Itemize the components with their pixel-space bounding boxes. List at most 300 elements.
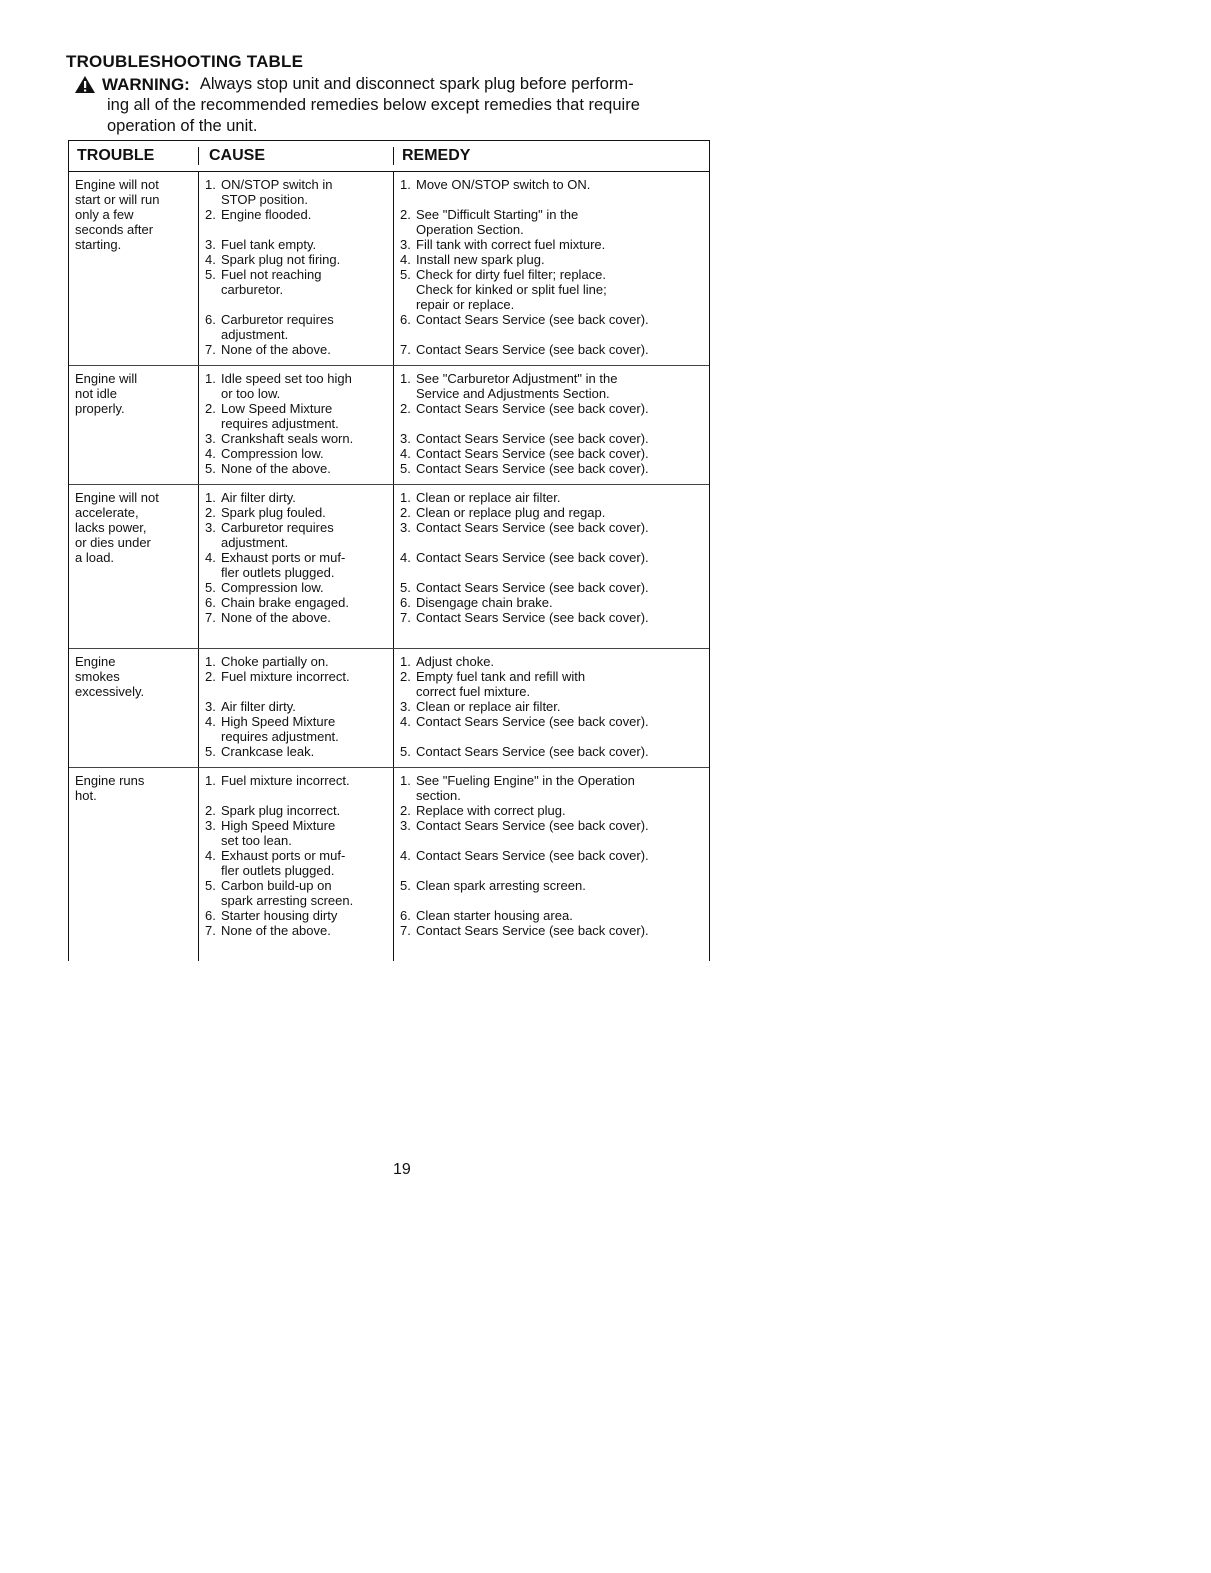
cause-item [205,595,389,610]
cause-text [221,490,389,505]
cause-line: Crankshaft seals worn. [221,431,354,446]
remedy-number: 4. [400,252,411,267]
remedy-item [400,431,704,446]
cause-line: Choke partially on. [221,654,329,669]
cause-number: 2. [205,505,216,520]
trouble-text: Engine [75,654,116,669]
trouble-cell [69,649,198,767]
cause-line: adjustment. [221,535,289,550]
remedy-line: Contact Sears Service (see back cover). [416,610,649,625]
cause-line: Compression low. [221,446,324,461]
remedy-line: Service and Adjustments Section. [416,386,610,401]
remedy-line: Check for kinked or split fuel line; [416,282,607,297]
troubleshooting-table [68,140,710,961]
trouble-text: Engine will not [75,177,159,192]
remedy-number: 1. [400,177,411,192]
remedy-cell [393,485,708,648]
warning-triangle-icon [74,75,96,94]
remedy-text [416,237,704,252]
remedy-line [416,863,704,878]
remedy-line [416,938,704,953]
remedy-item [400,461,704,476]
cause-number: 7. [205,610,216,625]
remedy-item [400,550,704,580]
header-trouble: TROUBLE [77,147,155,164]
remedy-line: Move ON/STOP switch to ON. [416,177,591,192]
remedy-text [416,595,704,610]
remedy-number: 1. [400,371,411,386]
cause-item [205,342,389,357]
cause-number: 3. [205,818,216,833]
cause-item [205,818,389,848]
remedy-line: Contact Sears Service (see back cover). [416,461,649,476]
cause-cell [198,485,393,648]
remedy-item [400,446,704,461]
remedy-number: 3. [400,699,411,714]
cause-number: 5. [205,878,216,893]
trouble-text: properly. [75,401,125,416]
remedy-number: 2. [400,401,411,416]
cause-text [221,848,389,878]
remedy-text [416,490,704,505]
cause-line: Starter housing dirty [221,908,338,923]
cause-number: 1. [205,490,216,505]
cause-item [205,669,389,699]
remedy-line: Clean or replace plug and regap. [416,505,606,520]
remedy-line: Disengage chain brake. [416,595,553,610]
remedy-line: Contact Sears Service (see back cover). [416,744,649,759]
remedy-text [416,461,704,476]
remedy-number: 2. [400,505,411,520]
trouble-text: start or will run [75,192,160,207]
cause-line: set too lean. [221,833,292,848]
cause-line: High Speed Mixture [221,714,336,729]
remedy-line [416,327,704,342]
cause-number: 5. [205,580,216,595]
cause-text [221,654,389,669]
cause-line: Chain brake engaged. [221,595,349,610]
cause-line: requires adjustment. [221,416,339,431]
cause-number: 4. [205,252,216,267]
cause-text [221,714,389,744]
remedy-text [416,744,704,759]
cause-line: High Speed Mixture [221,818,336,833]
cause-cell [198,649,393,767]
table-row [69,649,709,768]
remedy-line [416,535,704,550]
cause-number: 3. [205,431,216,446]
remedy-text [416,177,704,207]
cause-item [205,252,389,267]
cause-item [205,312,389,342]
cause-number: 5. [205,744,216,759]
remedy-item [400,803,704,818]
cause-text [221,803,389,818]
trouble-cell [69,366,198,484]
trouble-text: Engine will [75,371,138,386]
remedy-line: section. [416,788,461,803]
cause-line: Idle speed set too high [221,371,352,386]
remedy-number: 1. [400,654,411,669]
cause-item [205,699,389,714]
remedy-text [416,550,704,580]
trouble-text: lacks power, [75,520,147,535]
remedy-line: Contact Sears Service (see back cover). [416,520,649,535]
remedy-item [400,237,704,252]
cause-line: Low Speed Mixture [221,401,333,416]
remedy-item [400,267,704,312]
trouble-text: starting. [75,237,122,252]
cause-number: 6. [205,595,216,610]
remedy-number: 4. [400,550,411,565]
remedy-number: 1. [400,773,411,788]
cause-line: Carbon build-up on [221,878,332,893]
cause-text [221,818,389,848]
remedy-item [400,818,704,848]
remedy-text [416,818,704,848]
cause-text [221,267,389,312]
cause-number: 1. [205,773,216,788]
cause-line: STOP position. [221,192,308,207]
remedy-text [416,669,704,699]
remedy-cell [393,768,708,961]
remedy-item [400,505,704,520]
remedy-item [400,714,704,744]
remedy-text [416,431,704,446]
cause-item [205,505,389,520]
remedy-item [400,595,704,610]
cause-number: 4. [205,446,216,461]
cause-line [221,938,389,953]
remedy-text [416,610,704,640]
remedy-line: Adjust choke. [416,654,495,669]
remedy-number: 2. [400,207,411,222]
cause-text [221,550,389,580]
table-body [69,172,709,961]
cause-item [205,773,389,803]
remedy-item [400,342,704,357]
remedy-line: Operation Section. [416,222,524,237]
cause-text [221,669,389,699]
remedy-line: Contact Sears Service (see back cover). [416,446,649,461]
cause-text [221,744,389,759]
remedy-line: correct fuel mixture. [416,684,531,699]
remedy-line [416,416,704,431]
remedy-text [416,446,704,461]
remedy-item [400,848,704,878]
cause-line: None of the above. [221,461,331,476]
trouble-text: Engine will not [75,490,159,505]
remedy-number: 7. [400,923,411,938]
remedy-item [400,669,704,699]
cause-line: Exhaust ports or muf- [221,848,346,863]
remedy-line [416,625,704,640]
remedy-text [416,654,704,669]
cause-number: 6. [205,312,216,327]
remedy-text [416,401,704,431]
remedy-line [416,893,704,908]
cause-line [221,222,389,237]
remedy-number: 4. [400,446,411,461]
cause-number: 3. [205,699,216,714]
cause-item [205,446,389,461]
cause-line: carburetor. [221,282,284,297]
remedy-text [416,207,704,237]
trouble-cell [69,768,198,961]
remedy-number: 3. [400,431,411,446]
remedy-item [400,610,704,640]
cause-line [221,684,389,699]
remedy-number: 4. [400,848,411,863]
remedy-item [400,744,704,759]
remedy-line: Empty fuel tank and refill with [416,669,586,684]
cause-item [205,371,389,401]
trouble-text: Engine runs [75,773,145,788]
remedy-line: See "Difficult Starting" in the [416,207,579,222]
remedy-text [416,505,704,520]
cause-cell [198,768,393,961]
remedy-text [416,878,704,908]
cause-text [221,371,389,401]
cause-text [221,312,389,342]
remedy-text [416,773,704,803]
trouble-text: seconds after [75,222,154,237]
cause-line: adjustment. [221,327,289,342]
cause-item [205,580,389,595]
cause-number: 2. [205,401,216,416]
remedy-number: 5. [400,267,411,282]
cause-number: 6. [205,908,216,923]
remedy-number: 7. [400,342,411,357]
cause-item [205,237,389,252]
remedy-item [400,580,704,595]
remedy-line: Contact Sears Service (see back cover). [416,312,649,327]
cause-item [205,714,389,744]
trouble-cell [69,485,198,648]
cause-text [221,699,389,714]
cause-line: Compression low. [221,580,324,595]
remedy-line [416,729,704,744]
remedy-number: 5. [400,461,411,476]
remedy-line: Check for dirty fuel filter; replace. [416,267,607,282]
cause-item [205,177,389,207]
remedy-number: 1. [400,490,411,505]
remedy-item [400,252,704,267]
cause-line [221,788,389,803]
remedy-line: Contact Sears Service (see back cover). [416,848,649,863]
page-number: 19 [393,1161,411,1178]
remedy-line: Replace with correct plug. [416,803,566,818]
cause-item [205,654,389,669]
trouble-text: hot. [75,788,97,803]
cause-item [205,550,389,580]
remedy-text [416,908,704,923]
cause-line: Carburetor requires [221,520,334,535]
cause-line [221,297,389,312]
cause-line [221,625,389,640]
table-header [69,141,709,172]
remedy-item [400,699,704,714]
cause-text [221,773,389,803]
warning-block [74,74,724,137]
cause-line: Spark plug not firing. [221,252,341,267]
remedy-text [416,803,704,818]
cause-number: 2. [205,669,216,684]
cause-line: Fuel mixture incorrect. [221,773,350,788]
cause-number: 7. [205,923,216,938]
remedy-line: Clean spark arresting screen. [416,878,586,893]
cause-item [205,490,389,505]
cause-number: 1. [205,177,216,192]
cause-number: 2. [205,803,216,818]
remedy-item [400,908,704,923]
cause-item [205,520,389,550]
cause-line: spark arresting screen. [221,893,354,908]
cause-number: 2. [205,207,216,222]
remedy-text [416,520,704,550]
cause-line: Fuel mixture incorrect. [221,669,350,684]
remedy-line: Contact Sears Service (see back cover). [416,818,649,833]
remedy-text [416,580,704,595]
cause-item [205,610,389,640]
cause-text [221,878,389,908]
cause-item [205,803,389,818]
remedy-item [400,177,704,207]
cause-text [221,342,389,357]
remedy-number: 6. [400,908,411,923]
cause-number: 5. [205,267,216,282]
cause-line: Crankcase leak. [221,744,315,759]
warning-text-line-2: ing all of the recommended remedies below except remedies that require [107,96,640,114]
remedy-item [400,207,704,237]
table-row [69,172,709,366]
remedy-item [400,654,704,669]
header-cause: CAUSE [198,147,393,165]
remedy-line: Contact Sears Service (see back cover). [416,714,649,729]
cause-item [205,207,389,237]
cause-text [221,237,389,252]
cause-line: Air filter dirty. [221,699,296,714]
remedy-line: Clean starter housing area. [416,908,573,923]
remedy-text [416,699,704,714]
remedy-cell [393,366,708,484]
cause-line: Fuel tank empty. [221,237,317,252]
cause-line: Spark plug incorrect. [221,803,341,818]
remedy-number: 3. [400,818,411,833]
trouble-text: only a few [75,207,134,222]
remedy-line: repair or replace. [416,297,515,312]
cause-text [221,207,389,237]
remedy-line: Fill tank with correct fuel mixture. [416,237,606,252]
cause-text [221,520,389,550]
cause-item [205,923,389,953]
remedy-line: Contact Sears Service (see back cover). [416,431,649,446]
cause-line: None of the above. [221,342,331,357]
remedy-number: 5. [400,744,411,759]
trouble-text: accelerate, [75,505,139,520]
cause-text [221,461,389,476]
cause-item [205,848,389,878]
cause-item [205,267,389,312]
cause-line: None of the above. [221,923,331,938]
remedy-cell [393,649,708,767]
cause-text [221,505,389,520]
remedy-item [400,401,704,431]
remedy-number: 2. [400,803,411,818]
cause-text [221,252,389,267]
table-row [69,485,709,649]
cause-item [205,401,389,431]
cause-line: Fuel not reaching [221,267,322,282]
trouble-text: not idle [75,386,117,401]
cause-cell [198,172,393,365]
remedy-line: Contact Sears Service (see back cover). [416,580,649,595]
cause-text [221,908,389,923]
remedy-text [416,371,704,401]
remedy-text [416,342,704,357]
trouble-text: excessively. [75,684,145,699]
cause-number: 3. [205,520,216,535]
remedy-number: 4. [400,714,411,729]
remedy-item [400,490,704,505]
remedy-item [400,312,704,342]
remedy-item [400,878,704,908]
remedy-line [416,565,704,580]
remedy-number: 3. [400,520,411,535]
remedy-text [416,312,704,342]
cause-item [205,461,389,476]
trouble-text: smokes [75,669,120,684]
cause-line: Exhaust ports or muf- [221,550,346,565]
cause-line: Carburetor requires [221,312,334,327]
remedy-line: Install new spark plug. [416,252,545,267]
remedy-number: 7. [400,610,411,625]
table-row [69,768,709,961]
remedy-cell [393,172,708,365]
remedy-line: Contact Sears Service (see back cover). [416,401,649,416]
trouble-text: or dies under [75,535,151,550]
cause-text [221,610,389,640]
remedy-text [416,267,704,312]
cause-line: fler outlets plugged. [221,863,335,878]
table-row [69,366,709,485]
cause-number: 3. [205,237,216,252]
remedy-line: Clean or replace air filter. [416,490,561,505]
cause-line: None of the above. [221,610,331,625]
trouble-cell [69,172,198,365]
page-title: TROUBLESHOOTING TABLE [66,52,304,71]
trouble-text: a load. [75,550,115,565]
cause-line: Spark plug fouled. [221,505,326,520]
cause-text [221,923,389,953]
remedy-line: Contact Sears Service (see back cover). [416,550,649,565]
remedy-line: Contact Sears Service (see back cover). [416,923,649,938]
remedy-line [416,192,704,207]
remedy-number: 5. [400,580,411,595]
cause-number: 4. [205,848,216,863]
remedy-line: Clean or replace air filter. [416,699,561,714]
cause-text [221,401,389,431]
remedy-text [416,252,704,267]
remedy-text [416,714,704,744]
warning-text-line-3: operation of the unit. [107,117,258,135]
cause-text [221,595,389,610]
remedy-line: See "Carburetor Adjustment" in the [416,371,618,386]
remedy-line: See "Fueling Engine" in the Operation [416,773,635,788]
remedy-number: 6. [400,595,411,610]
remedy-text [416,848,704,878]
cause-number: 7. [205,342,216,357]
